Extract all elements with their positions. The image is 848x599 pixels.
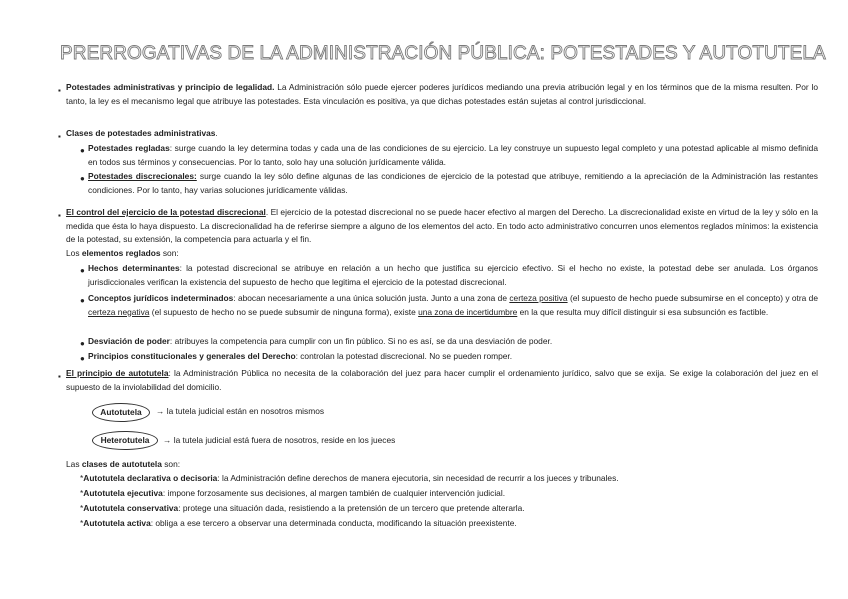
section-text: . El ejercicio de la potestad discrecional no se puede hacer efectivo al margen del Derecho. La discrecionalidad existe en virtud de la ley y sólo en la medida que ésta lo haya dispuesto. La discrecionalidad ha de referirse siempre a alguno de los elementos del acto. En todo acto administrativo concurren unos elementos reglados mínimos: la existencia de la potestad, su extensión, la competencia para actuarla y el fin. <box>66 207 819 244</box>
dot-marker: ● <box>80 266 85 275</box>
certeza-positiva: certeza positiva <box>509 293 568 303</box>
item-heading: Potestades discrecionales: <box>88 171 197 181</box>
item-hechos-determinantes <box>88 262 818 289</box>
section-heading: Potestades administrativas y principio de legalidad. <box>66 82 275 92</box>
item-text: : la Administración define derechos de manera ejecutoria, sin necesidad de recurrir a los jueces y tribunales. <box>217 473 619 483</box>
item-text: : obliga a ese tercero a observar una determinada conducta, modificando la situación preexistente. <box>150 518 517 528</box>
arrow-icon: → <box>163 435 172 445</box>
heterotutela-oval: Heterotutela <box>92 431 158 450</box>
zona-incertidumbre: una zona de incertidumbre <box>418 306 518 317</box>
item-conceptos-indeterminados: Conceptos jurídicos indeterminados: abocan necesariamente a una única solución justa. Junto a una zona de certeza positiva (el supuesto de hecho puede subsumirse en el concepto) y otra de certeza negativa (el supuesto de hecho no se puede subsumir de ninguna forma), existe una zona de incertidumbre en la que resulta muy difícil distinguir si esa subsunción es factible. <box>88 293 818 317</box>
item-text: : atribuyes la competencia para cumplir con un fin público. Si no es así, se da una desviación de poder. <box>169 336 553 346</box>
section-heading: El principio de autotutela <box>66 368 169 378</box>
section-text: : la Administración Pública no necesita de la colaboración del juez para hacer cumplir el ordenamiento jurídico, salvo que se exija. Se exige la colaboración del juez en el supuesto de la inviolabilidad del domicilio. <box>66 368 818 392</box>
section-text: . <box>215 128 218 138</box>
dot-marker: ● <box>80 296 85 305</box>
item-autotutela-declarativa: *Autotutela declarativa o decisoria: la Administración define derechos de manera ejecutoria, sin necesidad de recurrir a los jueces y tribunales. <box>80 473 619 483</box>
item-heading: Autotutela conservativa <box>83 503 179 513</box>
dot-marker: ● <box>80 339 85 348</box>
elementos-reglados-intro: Los elementos reglados son: <box>66 248 179 258</box>
item-heading: Autotutela activa <box>83 518 151 528</box>
section-text: La Administración sólo puede ejercer poderes jurídicos mediando una previa atribución legal y en los términos que de la misma resulten. Por lo tanto, la ley es el mecanismo legal que atribuye las potestades. Esta vinculación es positiva, ya que dichas potestades están sujetas al control jurisdiccional. <box>66 82 818 106</box>
item-heading: Principios constitucionales y generales del Derecho <box>88 351 296 361</box>
item-autotutela-activa: *Autotutela activa: obliga a ese tercero a observar una determinada conducta, modificando la situación preexistente. <box>80 518 517 528</box>
item-heading: Autotutela ejecutiva <box>83 488 163 498</box>
item-heading: Autotutela declarativa o decisoria <box>83 473 218 483</box>
bullet-marker: ▪ <box>58 211 61 220</box>
item-heading: Potestades regladas <box>88 143 170 153</box>
item-text: : protege una situación dada, resistiendo a la pretensión de un tercero que pretende alterarla. <box>178 503 525 513</box>
bullet-marker: ▪ <box>58 86 61 95</box>
item-text: : impone forzosamente sus decisiones, al margen también de cualquier intervención judicial. <box>162 488 506 498</box>
item-heading: Desviación de poder <box>88 336 170 346</box>
section-heading: Clases de potestades administrativas <box>66 128 216 138</box>
clases-autotutela-label: clases de autotutela <box>81 459 162 469</box>
heterotutela-definition: → la tutela judicial está fuera de nosotros, reside en los jueces <box>163 435 396 445</box>
certeza-negativa: certeza negativa <box>88 306 150 317</box>
item-text: : surge cuando la ley determina todas y cada una de las condiciones de su ejercicio. La ley construye un supuesto legal completo y una potestad aplicable al mismo definida en todos sus términos y consecuencias. Por lo tanto, solo hay una solución jurídicamente válida. <box>88 143 818 167</box>
dot-marker: ● <box>80 174 85 183</box>
item-heading: Hechos determinantes <box>88 263 180 273</box>
section-clases-potestades <box>66 127 818 141</box>
item-text: surge cuando la ley sólo define algunas de las condiciones de ejercicio de la potestad que atribuye, remitiendo a la apreciación de la Administración las restantes condiciones. Por lo tanto, hay varias soluciones jurídicamente válidas. <box>88 171 818 195</box>
item-desviacion-poder <box>88 335 818 349</box>
item-principios-constitucionales <box>88 350 818 364</box>
item-autotutela-ejecutiva: *Autotutela ejecutiva: impone forzosamente sus decisiones, al margen también de cualquier intervención judicial. <box>80 488 506 498</box>
elementos-reglados-label: elementos reglados <box>81 248 161 258</box>
item-heading: Conceptos jurídicos indeterminados <box>88 293 234 303</box>
item-text: : controlan la potestad discrecional. No se pueden romper. <box>295 351 513 361</box>
bullet-marker: ▪ <box>58 132 61 141</box>
section-potestades-legalidad <box>66 81 818 108</box>
item-text: : la potestad discrecional se atribuye en relación a un hecho que justifica su ejercicio efectivo. Si el hecho no existe, la potestad debe ser anulada. Los órganos jurisdiccionales verifican la existencia del supuesto de hecho que legitima el ejercicio de la potestad discrecional. <box>88 263 818 287</box>
item-autotutela-conservativa: *Autotutela conservativa: protege una situación dada, resistiendo a la pretensión de un tercero que pretende alterarla. <box>80 503 525 513</box>
item-potestades-discrecionales <box>88 170 818 197</box>
item-potestades-regladas <box>88 142 818 169</box>
bullet-marker: ▪ <box>58 372 61 381</box>
page-title: PRERROGATIVAS DE LA ADMINISTRACIÓN PÚBLICA: POTESTADES Y AUTOTUTELA <box>60 43 826 64</box>
autotutela-definition: → la tutela judicial están en nosotros mismos <box>156 406 325 416</box>
section-heading: El control del ejercicio de la potestad discrecional <box>66 207 266 217</box>
dot-marker: ● <box>80 354 85 363</box>
arrow-icon: → <box>156 406 165 416</box>
clases-autotutela-intro: Las clases de autotutela son: <box>66 459 181 469</box>
dot-marker: ● <box>80 146 85 155</box>
autotutela-oval: Autotutela <box>92 403 150 422</box>
section-control-discrecional <box>66 206 818 247</box>
section-principio-autotutela <box>66 367 818 394</box>
